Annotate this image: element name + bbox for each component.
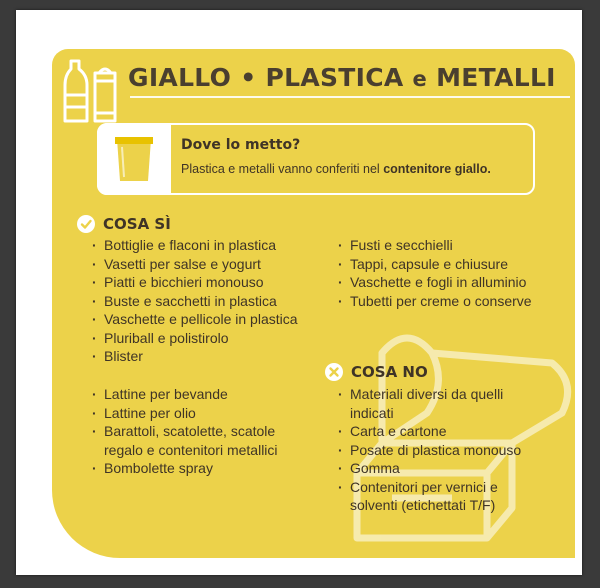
list-item: · Tubetti per creme o conserve	[338, 292, 563, 311]
info-text-bold: contenitore giallo.	[383, 162, 491, 176]
yes-heading-label: COSA SÌ	[103, 215, 171, 233]
list-item: · Piatti e bicchieri monouso	[92, 273, 332, 292]
no-list	[338, 385, 538, 515]
list-item: · Blister	[92, 347, 332, 366]
document-page	[16, 10, 582, 575]
list-item: · Materiali diversi da quelli indicati	[338, 385, 538, 422]
no-heading-label: COSA NO	[351, 363, 428, 381]
yes-list-metal	[92, 385, 307, 478]
info-icon-panel	[97, 123, 171, 195]
list-item: · Contenitori per vernici e solventi (etichettati T/F)	[338, 478, 538, 515]
list-item: · Lattine per bevande	[92, 385, 307, 404]
list-item: · Vasetti per salse e yogurt	[92, 255, 332, 274]
list-item: · Gomma	[338, 459, 538, 478]
list-item: · Bottiglie e flaconi in plastica	[92, 236, 332, 255]
list-item: · Tappi, capsule e chiusure	[338, 255, 563, 274]
where-to-put-box	[97, 123, 535, 195]
list-item: · Barattoli, scatolette, scatole regalo e contenitori metallici	[92, 422, 307, 459]
title-main: GIALLO • PLASTICA	[128, 63, 413, 92]
list-item: · Buste e sacchetti in plastica	[92, 292, 332, 311]
list-item: · Vaschette e pellicole in plastica	[92, 310, 332, 329]
yellow-bin-icon	[115, 133, 153, 188]
title-row	[52, 49, 575, 105]
yes-section-heading	[77, 215, 171, 233]
list-item: · Carta e cartone	[338, 422, 538, 441]
list-item: · Pluriball e polistirolo	[92, 329, 332, 348]
list-item: · Posate di plastica monouso	[338, 441, 538, 460]
list-item: · Bombolette spray	[92, 459, 307, 478]
title-end: METALLI	[427, 63, 556, 92]
check-circle-icon	[77, 215, 95, 233]
yes-list-plastic	[92, 236, 332, 366]
info-text-prefix: Plastica e metalli vanno conferiti nel	[181, 162, 384, 176]
list-item: · Lattine per olio	[92, 404, 307, 423]
info-heading: Dove lo metto?	[181, 137, 301, 153]
waste-info-card	[52, 49, 575, 558]
x-circle-icon	[325, 363, 343, 381]
title-connector: e	[412, 67, 428, 91]
info-text	[181, 162, 491, 176]
title-divider	[130, 96, 570, 98]
yes-list-right	[338, 236, 563, 310]
no-section-heading	[325, 363, 428, 381]
bottle-and-can-icon	[62, 59, 118, 130]
list-item: · Fusti e secchielli	[338, 236, 563, 255]
page-title	[128, 63, 556, 92]
list-item: · Vaschette e fogli in alluminio	[338, 273, 563, 292]
